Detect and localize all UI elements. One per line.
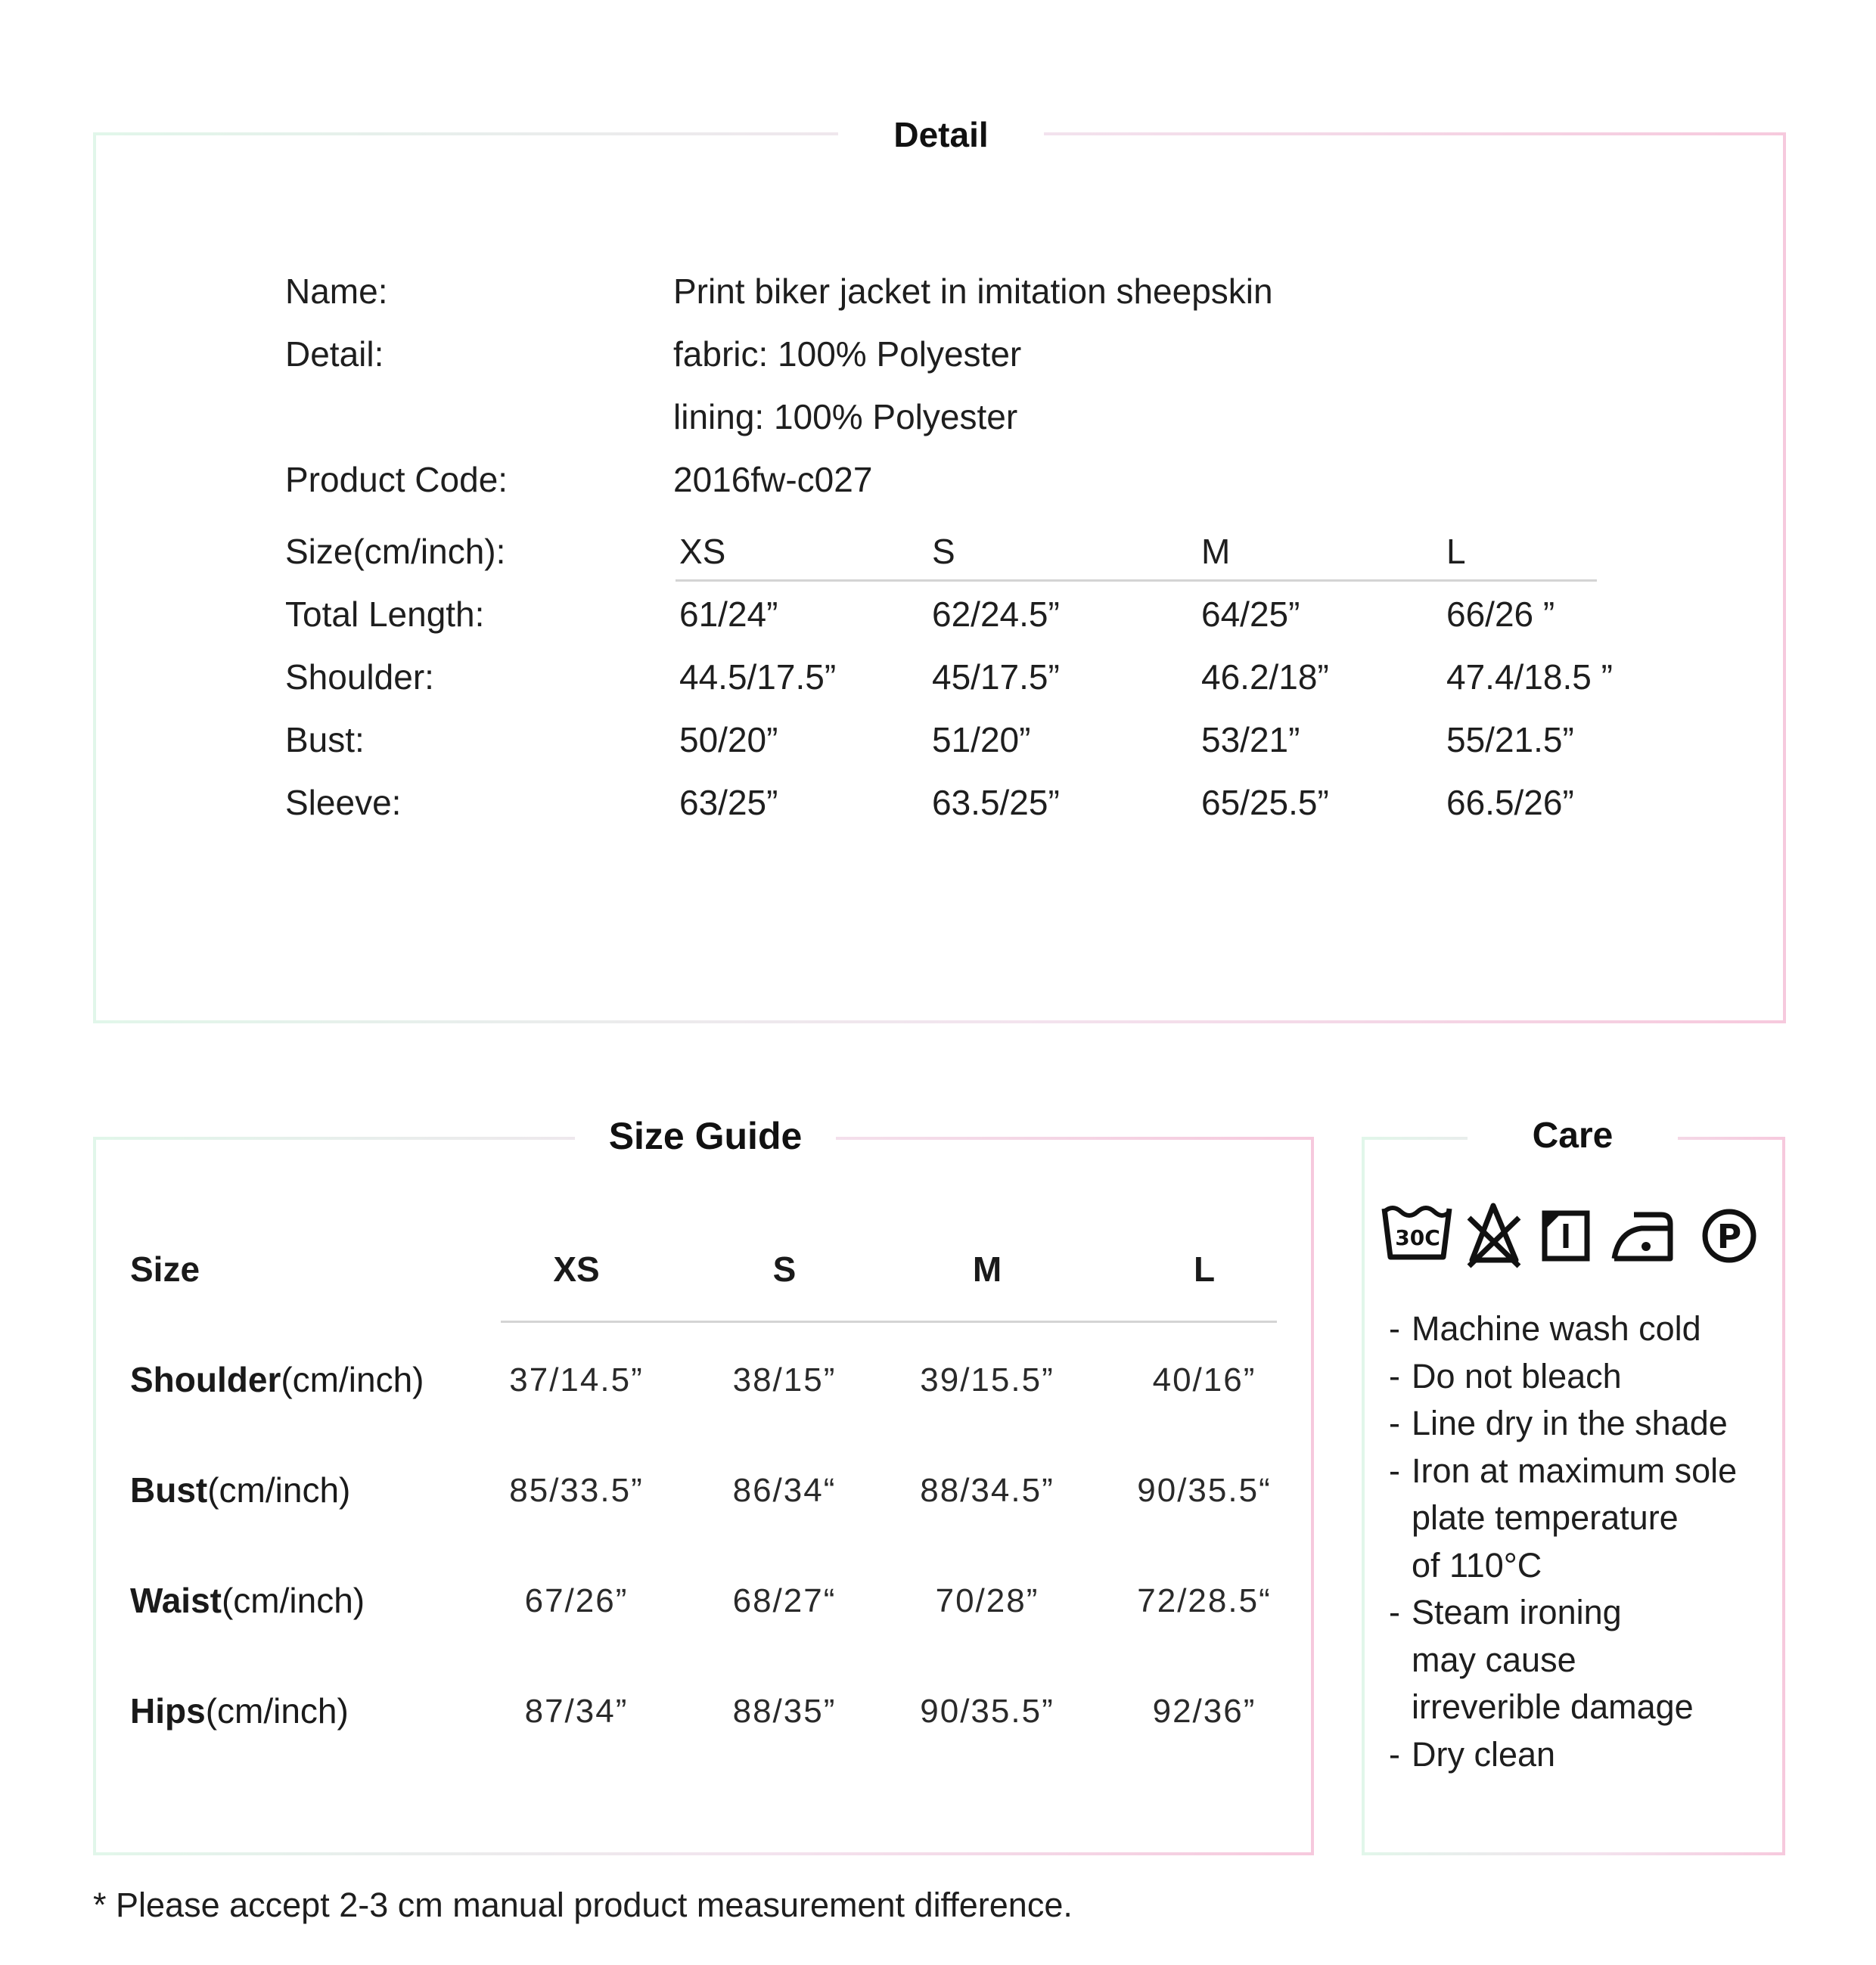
size-guide-header-s: S bbox=[772, 1249, 797, 1289]
care-item bbox=[1389, 1731, 1737, 1779]
product-code-label: Product Code: bbox=[285, 460, 508, 499]
do-not-bleach-icon bbox=[1469, 1206, 1519, 1266]
care-item-dash: - bbox=[1389, 1404, 1400, 1442]
size-guide-cell: 85/33.5” bbox=[509, 1472, 644, 1509]
size-guide-cell: 87/34” bbox=[524, 1693, 629, 1730]
size-guide-cell: 88/34.5” bbox=[920, 1472, 1054, 1509]
detail-panel bbox=[93, 132, 1786, 1023]
measure-value: 64/25” bbox=[1201, 594, 1300, 634]
measure-value: 61/24” bbox=[679, 594, 778, 634]
measure-value: 63/25” bbox=[679, 783, 778, 822]
measure-value: 63.5/25” bbox=[932, 783, 1060, 822]
iron-low-icon bbox=[1614, 1215, 1670, 1259]
size-guide-header-l: L bbox=[1193, 1249, 1216, 1289]
name-value: Print biker jacket in imitation sheepskin bbox=[673, 272, 1273, 311]
detail-title: Detail bbox=[838, 112, 1044, 157]
care-item-text: Dry clean bbox=[1412, 1734, 1556, 1774]
size-guide-row-label bbox=[130, 1470, 351, 1510]
detail-label: Detail: bbox=[285, 334, 384, 374]
size-guide-header-label: Size bbox=[130, 1249, 200, 1289]
measure-value: 50/20” bbox=[679, 720, 778, 759]
size-guide-cell: 90/35.5” bbox=[920, 1693, 1054, 1730]
wash-30c-icon bbox=[1384, 1208, 1449, 1257]
size-guide-cell: 72/28.5“ bbox=[1137, 1582, 1272, 1619]
measurement-note: * Please accept 2-3 cm manual product measurement difference. bbox=[93, 1886, 1073, 1924]
care-item bbox=[1389, 1305, 1737, 1353]
care-item-text: Do not bleach bbox=[1412, 1356, 1622, 1395]
measure-value: 62/24.5” bbox=[932, 594, 1060, 634]
wash-temperature: 30C bbox=[1395, 1225, 1440, 1250]
care-item-dash: - bbox=[1389, 1309, 1400, 1348]
measure-unit: (cm/inch) bbox=[281, 1360, 424, 1399]
care-instructions bbox=[1389, 1305, 1737, 1778]
measure-name: Hips bbox=[130, 1691, 206, 1731]
size-header-s: S bbox=[932, 532, 955, 571]
measure-value: 51/20” bbox=[932, 720, 1031, 759]
size-guide-cell: 39/15.5” bbox=[920, 1361, 1054, 1398]
measure-name: Shoulder bbox=[130, 1360, 281, 1399]
care-item-text: Machine wash cold bbox=[1412, 1309, 1701, 1348]
measure-value: 65/25.5” bbox=[1201, 783, 1329, 822]
measure-name: Bust bbox=[130, 1470, 208, 1510]
measure-value: 55/21.5” bbox=[1446, 720, 1574, 759]
size-guide-header-m: M bbox=[972, 1249, 1002, 1289]
measure-value: 66/26 ” bbox=[1446, 594, 1555, 634]
measure-label: Bust: bbox=[285, 720, 365, 759]
size-guide-cell: 86/34“ bbox=[732, 1472, 837, 1509]
size-header-label: Size(cm/inch): bbox=[285, 532, 506, 571]
size-header-m: M bbox=[1201, 532, 1231, 571]
care-item-dash: - bbox=[1389, 1356, 1400, 1395]
measure-value: 46.2/18” bbox=[1201, 657, 1329, 697]
size-guide-cell: 67/26” bbox=[524, 1582, 629, 1619]
measure-value: 66.5/26” bbox=[1446, 783, 1574, 822]
size-header-divider bbox=[676, 579, 1597, 582]
size-guide-cell: 70/28” bbox=[935, 1582, 1039, 1619]
fabric-value: fabric: 100% Polyester bbox=[673, 334, 1022, 374]
care-symbols bbox=[1381, 1201, 1767, 1269]
measure-unit: (cm/inch) bbox=[205, 1691, 349, 1731]
care-item bbox=[1389, 1353, 1737, 1401]
care-item-dash: - bbox=[1389, 1593, 1400, 1631]
care-title: Care bbox=[1468, 1112, 1678, 1160]
size-guide-row-label bbox=[130, 1362, 424, 1397]
care-item bbox=[1389, 1448, 1737, 1590]
size-guide-cell: 88/35” bbox=[732, 1693, 837, 1730]
size-guide-cell: 90/35.5“ bbox=[1137, 1472, 1272, 1509]
care-item bbox=[1389, 1400, 1737, 1448]
lining-value: lining: 100% Polyester bbox=[673, 397, 1018, 436]
size-header-xs: XS bbox=[679, 532, 726, 571]
measure-unit: (cm/inch) bbox=[221, 1581, 365, 1620]
measure-value: 53/21” bbox=[1201, 720, 1300, 759]
size-guide-cell: 68/27“ bbox=[732, 1582, 837, 1619]
measure-label: Total Length: bbox=[285, 594, 485, 634]
size-guide-row-label bbox=[130, 1691, 349, 1731]
size-guide-cell: 92/36” bbox=[1152, 1693, 1256, 1730]
line-dry-shade-icon bbox=[1545, 1213, 1587, 1259]
care-item-dash: - bbox=[1389, 1734, 1400, 1774]
measure-unit: (cm/inch) bbox=[207, 1470, 351, 1510]
size-header-l: L bbox=[1446, 532, 1466, 571]
care-item-dash: - bbox=[1389, 1451, 1400, 1490]
name-label: Name: bbox=[285, 272, 388, 311]
care-item-text: Line dry in the shade bbox=[1412, 1404, 1728, 1442]
measure-name: Waist bbox=[130, 1581, 222, 1620]
care-item-text: Iron at maximum sole plate temperature of 110°C bbox=[1412, 1451, 1738, 1585]
size-guide-title: Size Guide bbox=[575, 1112, 836, 1160]
size-guide-divider bbox=[501, 1321, 1277, 1323]
measure-label: Sleeve: bbox=[285, 783, 402, 822]
care-item bbox=[1389, 1589, 1737, 1731]
size-guide-cell: 40/16” bbox=[1152, 1361, 1256, 1398]
care-item-text: Steam ironing may cause irreverible damage bbox=[1412, 1593, 1694, 1726]
measure-value: 47.4/18.5 ” bbox=[1446, 657, 1613, 697]
measure-label: Shoulder: bbox=[285, 657, 434, 697]
size-guide-cell: 37/14.5” bbox=[509, 1361, 644, 1398]
product-code-value: 2016fw-c027 bbox=[673, 460, 873, 499]
size-guide-cell: 38/15” bbox=[732, 1361, 837, 1398]
size-guide-row-label bbox=[130, 1583, 365, 1618]
dry-clean-letter: P bbox=[1716, 1218, 1742, 1256]
dry-clean-p-icon bbox=[1705, 1212, 1753, 1260]
size-guide-header-xs: XS bbox=[553, 1249, 600, 1289]
measure-value: 45/17.5” bbox=[932, 657, 1060, 697]
measure-value: 44.5/17.5” bbox=[679, 657, 837, 697]
